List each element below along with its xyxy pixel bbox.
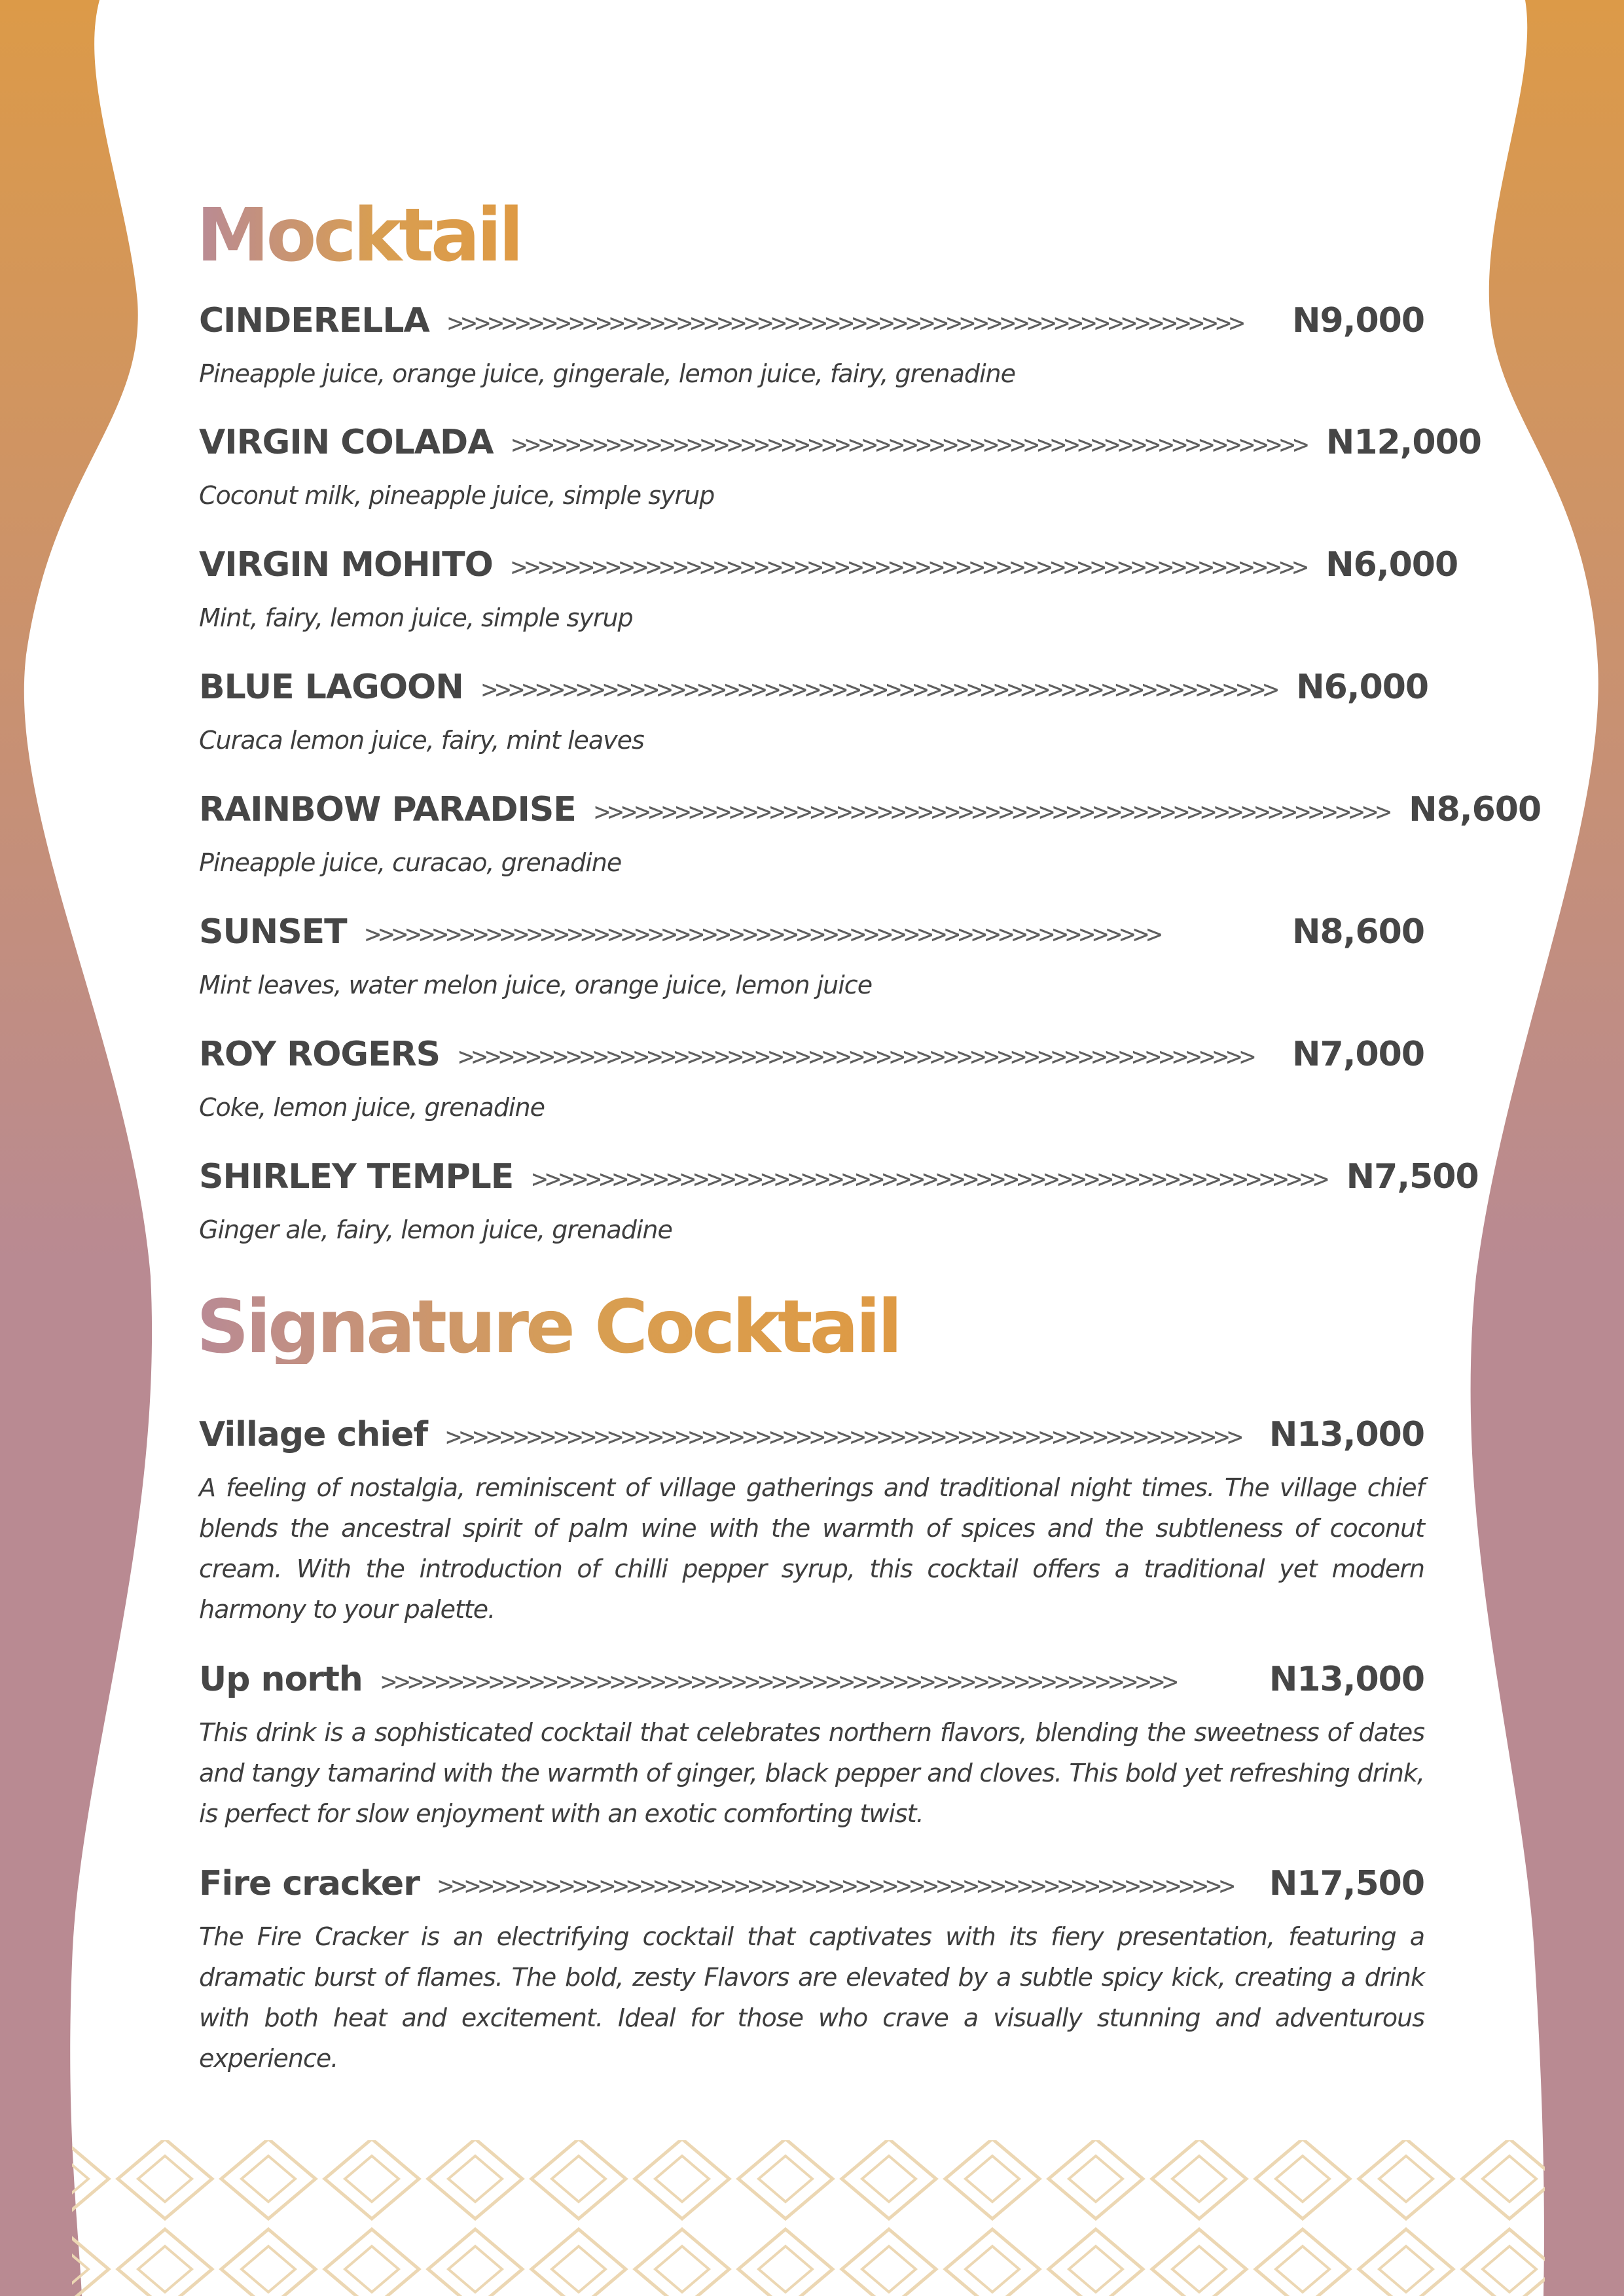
menu-item-virgin-mohito: [199, 545, 1458, 638]
diamond-pattern-border: [72, 2140, 1545, 2296]
mocktail-heading: Mocktail: [196, 193, 521, 278]
menu-item-virgin-colada: [199, 423, 1481, 516]
item-name: VIRGIN COLADA: [199, 423, 494, 462]
item-name: Fire cracker: [199, 1864, 420, 1903]
menu-item-rainbow-paradise: [199, 790, 1542, 883]
leader-arrows: >>>>>>>>>>>>>>>>>>>>>>>>>>>>>>>>>>>>>>>>>>>>>>>>>>>>>>>>>>>: [511, 430, 1307, 460]
item-price: N8,600: [1292, 912, 1424, 952]
item-price: N13,000: [1269, 1660, 1424, 1699]
item-description: This drink is a sophisticated cocktail that celebrates northern flavors, blending the sweetness of dates and tangy tamarind with the warmth of ginger, black pepper and cloves. This bold yet refreshing drink, is perfect for slow enjoyment with an exotic comforting twist.: [199, 1718, 1424, 1828]
item-name: Village chief: [199, 1415, 428, 1454]
menu-item-blue-lagoon: [199, 668, 1429, 761]
item-description: Curaca lemon juice, fairy, mint leaves: [199, 726, 644, 755]
item-description: Coke, lemon juice, grenadine: [199, 1093, 545, 1122]
menu-item-up-north: [199, 1660, 1424, 1834]
item-price: N17,500: [1269, 1864, 1424, 1903]
leader-arrows: >>>>>>>>>>>>>>>>>>>>>>>>>>>>>>>>>>>>>>>>>>>>>>>>>>>>>>>>>>>: [532, 1164, 1327, 1194]
item-name: VIRGIN MOHITO: [199, 545, 493, 584]
item-price: N12,000: [1326, 423, 1481, 462]
left-wave-panel: [0, 0, 152, 2296]
item-price: N7,500: [1346, 1157, 1479, 1196]
item-name: CINDERELLA: [199, 301, 429, 340]
item-name: Up north: [199, 1660, 363, 1699]
leader-arrows: >>>>>>>>>>>>>>>>>>>>>>>>>>>>>>>>>>>>>>>>>>>>>>>>>>>>>>>>>>>: [481, 675, 1277, 705]
menu-item-cinderella: [199, 301, 1424, 394]
leader-arrows: >>>>>>>>>>>>>>>>>>>>>>>>>>>>>>>>>>>>>>>>>>>>>>>>>>>>>>>>>>>: [511, 552, 1307, 583]
item-description: Pineapple juice, orange juice, gingerale, lemon juice, fairy, grenadine: [199, 359, 1015, 388]
item-price: N13,000: [1269, 1415, 1424, 1454]
item-price: N8,600: [1409, 790, 1542, 829]
item-price: N6,000: [1296, 668, 1429, 707]
menu-item-village-chief: [199, 1415, 1424, 1630]
menu-item-shirley-temple: [199, 1157, 1479, 1250]
item-description: Ginger ale, fairy, lemon juice, grenadine: [199, 1215, 672, 1244]
item-name: SHIRLEY TEMPLE: [199, 1157, 514, 1196]
leader-arrows: >>>>>>>>>>>>>>>>>>>>>>>>>>>>>>>>>>>>>>>>>>>>>>>>>>>>>>>>>>>: [594, 797, 1390, 827]
leader-arrows: >>>>>>>>>>>>>>>>>>>>>>>>>>>>>>>>>>>>>>>>>>>>>>>>>>>>>>>>>>>: [446, 1422, 1241, 1452]
leader-arrows: >>>>>>>>>>>>>>>>>>>>>>>>>>>>>>>>>>>>>>>>>>>>>>>>>>>>>>>>>>>: [365, 920, 1160, 950]
menu-item-fire-cracker: [199, 1864, 1424, 2079]
right-wave-panel: [1471, 0, 1624, 2296]
item-name: SUNSET: [199, 912, 347, 952]
item-name: BLUE LAGOON: [199, 668, 463, 707]
item-description: The Fire Cracker is an electrifying cocktail that captivates with its fiery presentation, featuring a dramatic burst of flames. The bold, zesty Flavors are elevated by a subtle spicy kick, creating a drink with both heat and excitement. Ideal for those who crave a visually stunning and adventurous experience.: [199, 1922, 1424, 2073]
item-description: Pineapple juice, curacao, grenadine: [199, 848, 622, 877]
item-price: N7,000: [1292, 1035, 1424, 1074]
leader-arrows: >>>>>>>>>>>>>>>>>>>>>>>>>>>>>>>>>>>>>>>>>>>>>>>>>>>>>>>>>>>: [447, 308, 1243, 338]
leader-arrows: >>>>>>>>>>>>>>>>>>>>>>>>>>>>>>>>>>>>>>>>>>>>>>>>>>>>>>>>>>>: [380, 1667, 1176, 1697]
leader-arrows: >>>>>>>>>>>>>>>>>>>>>>>>>>>>>>>>>>>>>>>>>>>>>>>>>>>>>>>>>>>: [437, 1871, 1233, 1901]
item-description: Mint, fairy, lemon juice, simple syrup: [199, 603, 633, 632]
item-description: A feeling of nostalgia, reminiscent of village gatherings and traditional night times. The village chief blends the ancestral spirit of palm wine with the warmth of spices and the subtleness of coconut cream. With the introduction of chilli pepper syrup, this cocktail offers a traditional yet modern harmony to your palette.: [199, 1473, 1424, 1624]
item-price: N9,000: [1292, 301, 1424, 340]
item-name: ROY ROGERS: [199, 1035, 441, 1074]
item-description: Mint leaves, water melon juice, orange juice, lemon juice: [199, 971, 873, 999]
item-price: N6,000: [1326, 545, 1458, 584]
item-name: RAINBOW PARADISE: [199, 790, 576, 829]
signature-cocktail-heading: Signature Cocktail: [196, 1285, 899, 1370]
leader-arrows: >>>>>>>>>>>>>>>>>>>>>>>>>>>>>>>>>>>>>>>>>>>>>>>>>>>>>>>>>>>: [458, 1042, 1254, 1072]
menu-item-sunset: [199, 912, 1424, 1005]
item-description: Coconut milk, pineapple juice, simple syrup: [199, 481, 715, 510]
menu-item-roy-rogers: [199, 1035, 1424, 1128]
